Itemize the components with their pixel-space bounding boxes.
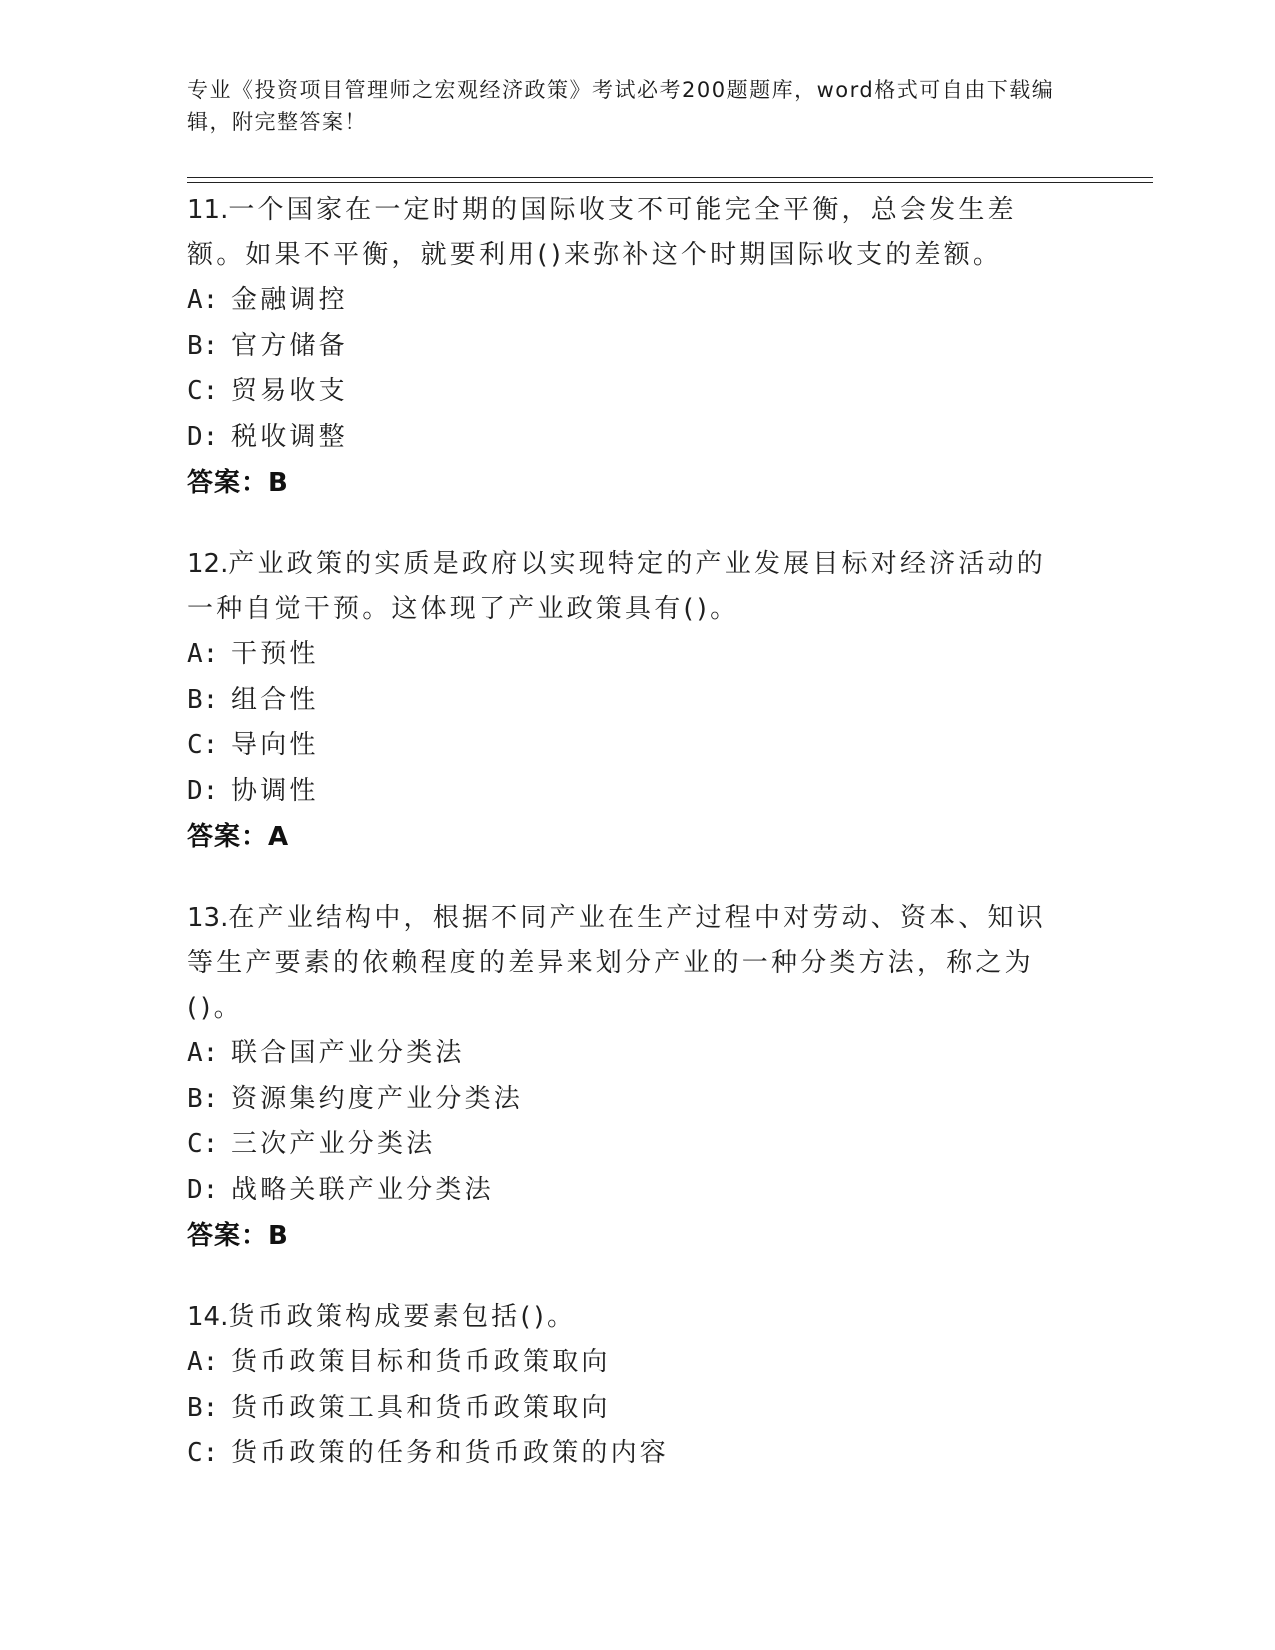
question-stem xyxy=(187,896,1067,1031)
option-letter: C: xyxy=(187,730,219,760)
option-d xyxy=(187,1168,1087,1214)
question-text: 产业政策的实质是政府以实现特定的产业发展目标对经济活动的一种自觉干预。这体现了产业政策具有()。 xyxy=(187,549,1046,624)
option-letter: C: xyxy=(187,376,219,406)
option-d xyxy=(187,769,1087,815)
question-text: 在产业结构中，根据不同产业在生产过程中对劳动、资本、知识等生产要素的依赖程度的差异来划分产业的一种分类方法，称之为()。 xyxy=(187,903,1046,1023)
question-stem xyxy=(187,542,1067,632)
option-text: 导向性 xyxy=(231,730,319,760)
option-text: 协调性 xyxy=(231,775,319,806)
question-stem xyxy=(187,1295,1067,1340)
question-number: 14. xyxy=(187,1302,229,1332)
answer-line: 答案：A xyxy=(187,822,290,852)
option-a xyxy=(187,1340,1087,1386)
option-text: 税收调整 xyxy=(231,421,348,452)
question-text: 一个国家在一定时期的国际收支不可能完全平衡，总会发生差额。如果不平衡，就要利用()来弥补这个时期国际收支的差额。 xyxy=(187,195,1017,270)
option-letter: B: xyxy=(187,684,219,715)
option-text: 干预性 xyxy=(231,639,319,669)
option-b xyxy=(187,324,1087,370)
header-rule-bottom xyxy=(187,182,1153,183)
answer-line: 答案：B xyxy=(187,468,289,498)
header-rule-top xyxy=(187,177,1153,178)
option-c xyxy=(187,1431,1087,1477)
option-a xyxy=(187,632,1087,678)
question-number: 12. xyxy=(187,549,229,579)
option-text: 联合国产业分类法 xyxy=(231,1038,465,1068)
option-letter: D: xyxy=(187,1174,219,1205)
option-c xyxy=(187,1122,1087,1168)
option-letter: B: xyxy=(187,1392,219,1423)
option-text: 战略关联产业分类法 xyxy=(231,1174,494,1205)
question-14 xyxy=(187,1295,1087,1477)
option-letter: A: xyxy=(187,639,219,669)
option-text: 货币政策目标和货币政策取向 xyxy=(231,1347,611,1377)
question-number: 11. xyxy=(187,195,229,225)
option-a xyxy=(187,278,1087,324)
question-11 xyxy=(187,188,1087,506)
option-text: 货币政策的任务和货币政策的内容 xyxy=(231,1438,670,1468)
option-text: 贸易收支 xyxy=(231,376,348,406)
option-letter: B: xyxy=(187,1083,219,1114)
question-12 xyxy=(187,542,1087,860)
option-d xyxy=(187,415,1087,461)
question-stem xyxy=(187,188,1067,278)
question-list xyxy=(187,188,1087,1513)
question-text: 货币政策构成要素包括()。 xyxy=(228,1302,577,1332)
option-text: 官方储备 xyxy=(231,330,348,361)
question-13 xyxy=(187,896,1087,1259)
option-letter: A: xyxy=(187,1347,219,1377)
document-header: 专业《投资项目管理师之宏观经济政策》考试必考200题题库，word格式可自由下载编辑，附完整答案！ xyxy=(187,78,1055,134)
option-letter: D: xyxy=(187,421,219,452)
option-text: 金融调控 xyxy=(231,285,348,315)
option-a xyxy=(187,1031,1087,1077)
option-letter: C: xyxy=(187,1129,219,1159)
option-c xyxy=(187,369,1087,415)
option-text: 三次产业分类法 xyxy=(231,1129,436,1159)
option-letter: C: xyxy=(187,1438,219,1468)
option-b xyxy=(187,1386,1087,1432)
option-text: 组合性 xyxy=(231,684,319,715)
option-b xyxy=(187,1077,1087,1123)
option-text: 资源集约度产业分类法 xyxy=(231,1083,524,1114)
option-text: 货币政策工具和货币政策取向 xyxy=(231,1392,611,1423)
option-b xyxy=(187,678,1087,724)
option-c xyxy=(187,723,1087,769)
option-letter: A: xyxy=(187,1038,219,1068)
question-number: 13. xyxy=(187,903,229,933)
option-letter: A: xyxy=(187,285,219,315)
answer-line: 答案：B xyxy=(187,1221,289,1251)
option-letter: D: xyxy=(187,775,219,806)
option-letter: B: xyxy=(187,330,219,361)
